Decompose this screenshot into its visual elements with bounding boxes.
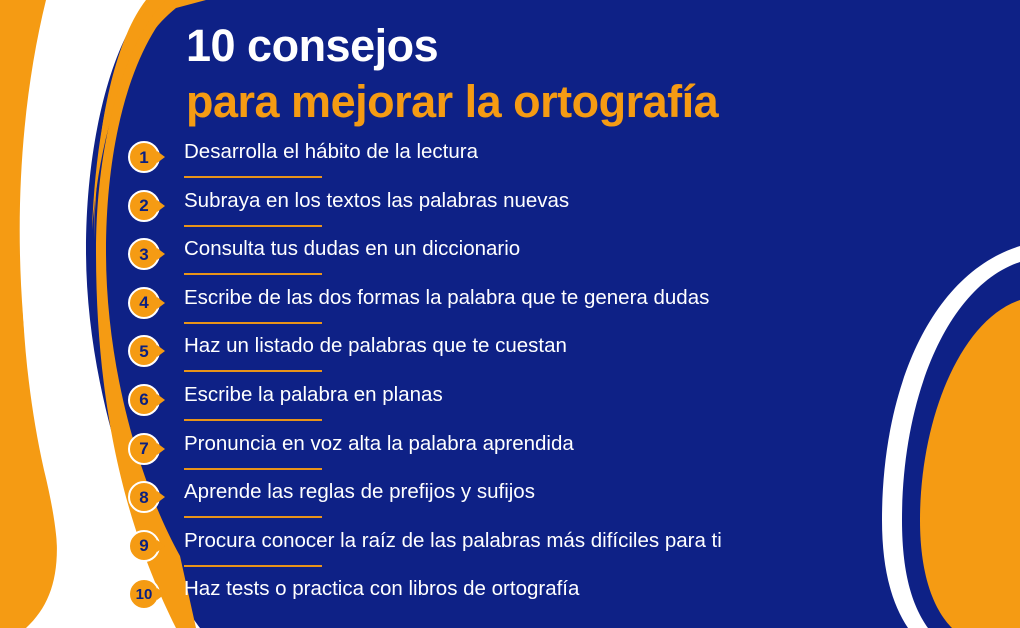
tip-text: Escribe la palabra en planas bbox=[184, 382, 443, 406]
tip-number-badge: 6 bbox=[128, 384, 160, 416]
list-item bbox=[128, 381, 1008, 430]
tip-underline bbox=[184, 468, 322, 470]
list-item bbox=[128, 575, 1008, 624]
tip-underline bbox=[184, 322, 322, 324]
tip-underline bbox=[184, 176, 322, 178]
tip-underline bbox=[184, 565, 322, 567]
tip-text: Procura conocer la raíz de las palabras más difíciles para ti bbox=[184, 528, 722, 552]
tip-text: Pronuncia en voz alta la palabra aprendida bbox=[184, 431, 574, 455]
tip-underline bbox=[184, 370, 322, 372]
list-item bbox=[128, 527, 1008, 576]
tip-number-badge: 1 bbox=[128, 141, 160, 173]
tip-number-badge: 3 bbox=[128, 238, 160, 270]
list-item bbox=[128, 187, 1008, 236]
tip-text: Consulta tus dudas en un diccionario bbox=[184, 237, 521, 261]
tips-list bbox=[128, 138, 1008, 624]
list-item bbox=[128, 138, 1008, 187]
list-item bbox=[128, 284, 1008, 333]
tip-text: Aprende las reglas de prefijos y sufijos bbox=[184, 480, 535, 504]
title-line-1: 10 consejos bbox=[186, 20, 439, 71]
page-title bbox=[186, 20, 986, 128]
tip-number-badge: 2 bbox=[128, 190, 160, 222]
title-line-2: para mejorar la ortografía bbox=[186, 75, 719, 127]
tip-text: Subraya en los textos las palabras nuevas bbox=[184, 188, 570, 212]
tip-underline bbox=[184, 225, 322, 227]
tip-number-badge: 9 bbox=[128, 530, 160, 562]
tip-text: Desarrolla el hábito de la lectura bbox=[184, 140, 478, 163]
list-item bbox=[128, 478, 1008, 527]
tip-text: Escribe de las dos formas la palabra que te genera dudas bbox=[184, 285, 710, 309]
list-item bbox=[128, 430, 1008, 479]
tip-number-badge: 5 bbox=[128, 335, 160, 367]
tip-underline bbox=[184, 516, 322, 518]
tip-number-badge: 4 bbox=[128, 287, 160, 319]
tip-underline bbox=[184, 273, 322, 275]
tip-text: Haz tests o practica con libros de ortografía bbox=[184, 577, 580, 601]
tip-number-badge: 10 bbox=[128, 578, 160, 610]
tip-number-badge: 8 bbox=[128, 481, 160, 513]
tip-underline bbox=[184, 419, 322, 421]
list-item bbox=[128, 235, 1008, 284]
list-item bbox=[128, 332, 1008, 381]
tip-number-badge: 7 bbox=[128, 433, 160, 465]
tip-text: Haz un listado de palabras que te cuestan bbox=[184, 334, 567, 358]
